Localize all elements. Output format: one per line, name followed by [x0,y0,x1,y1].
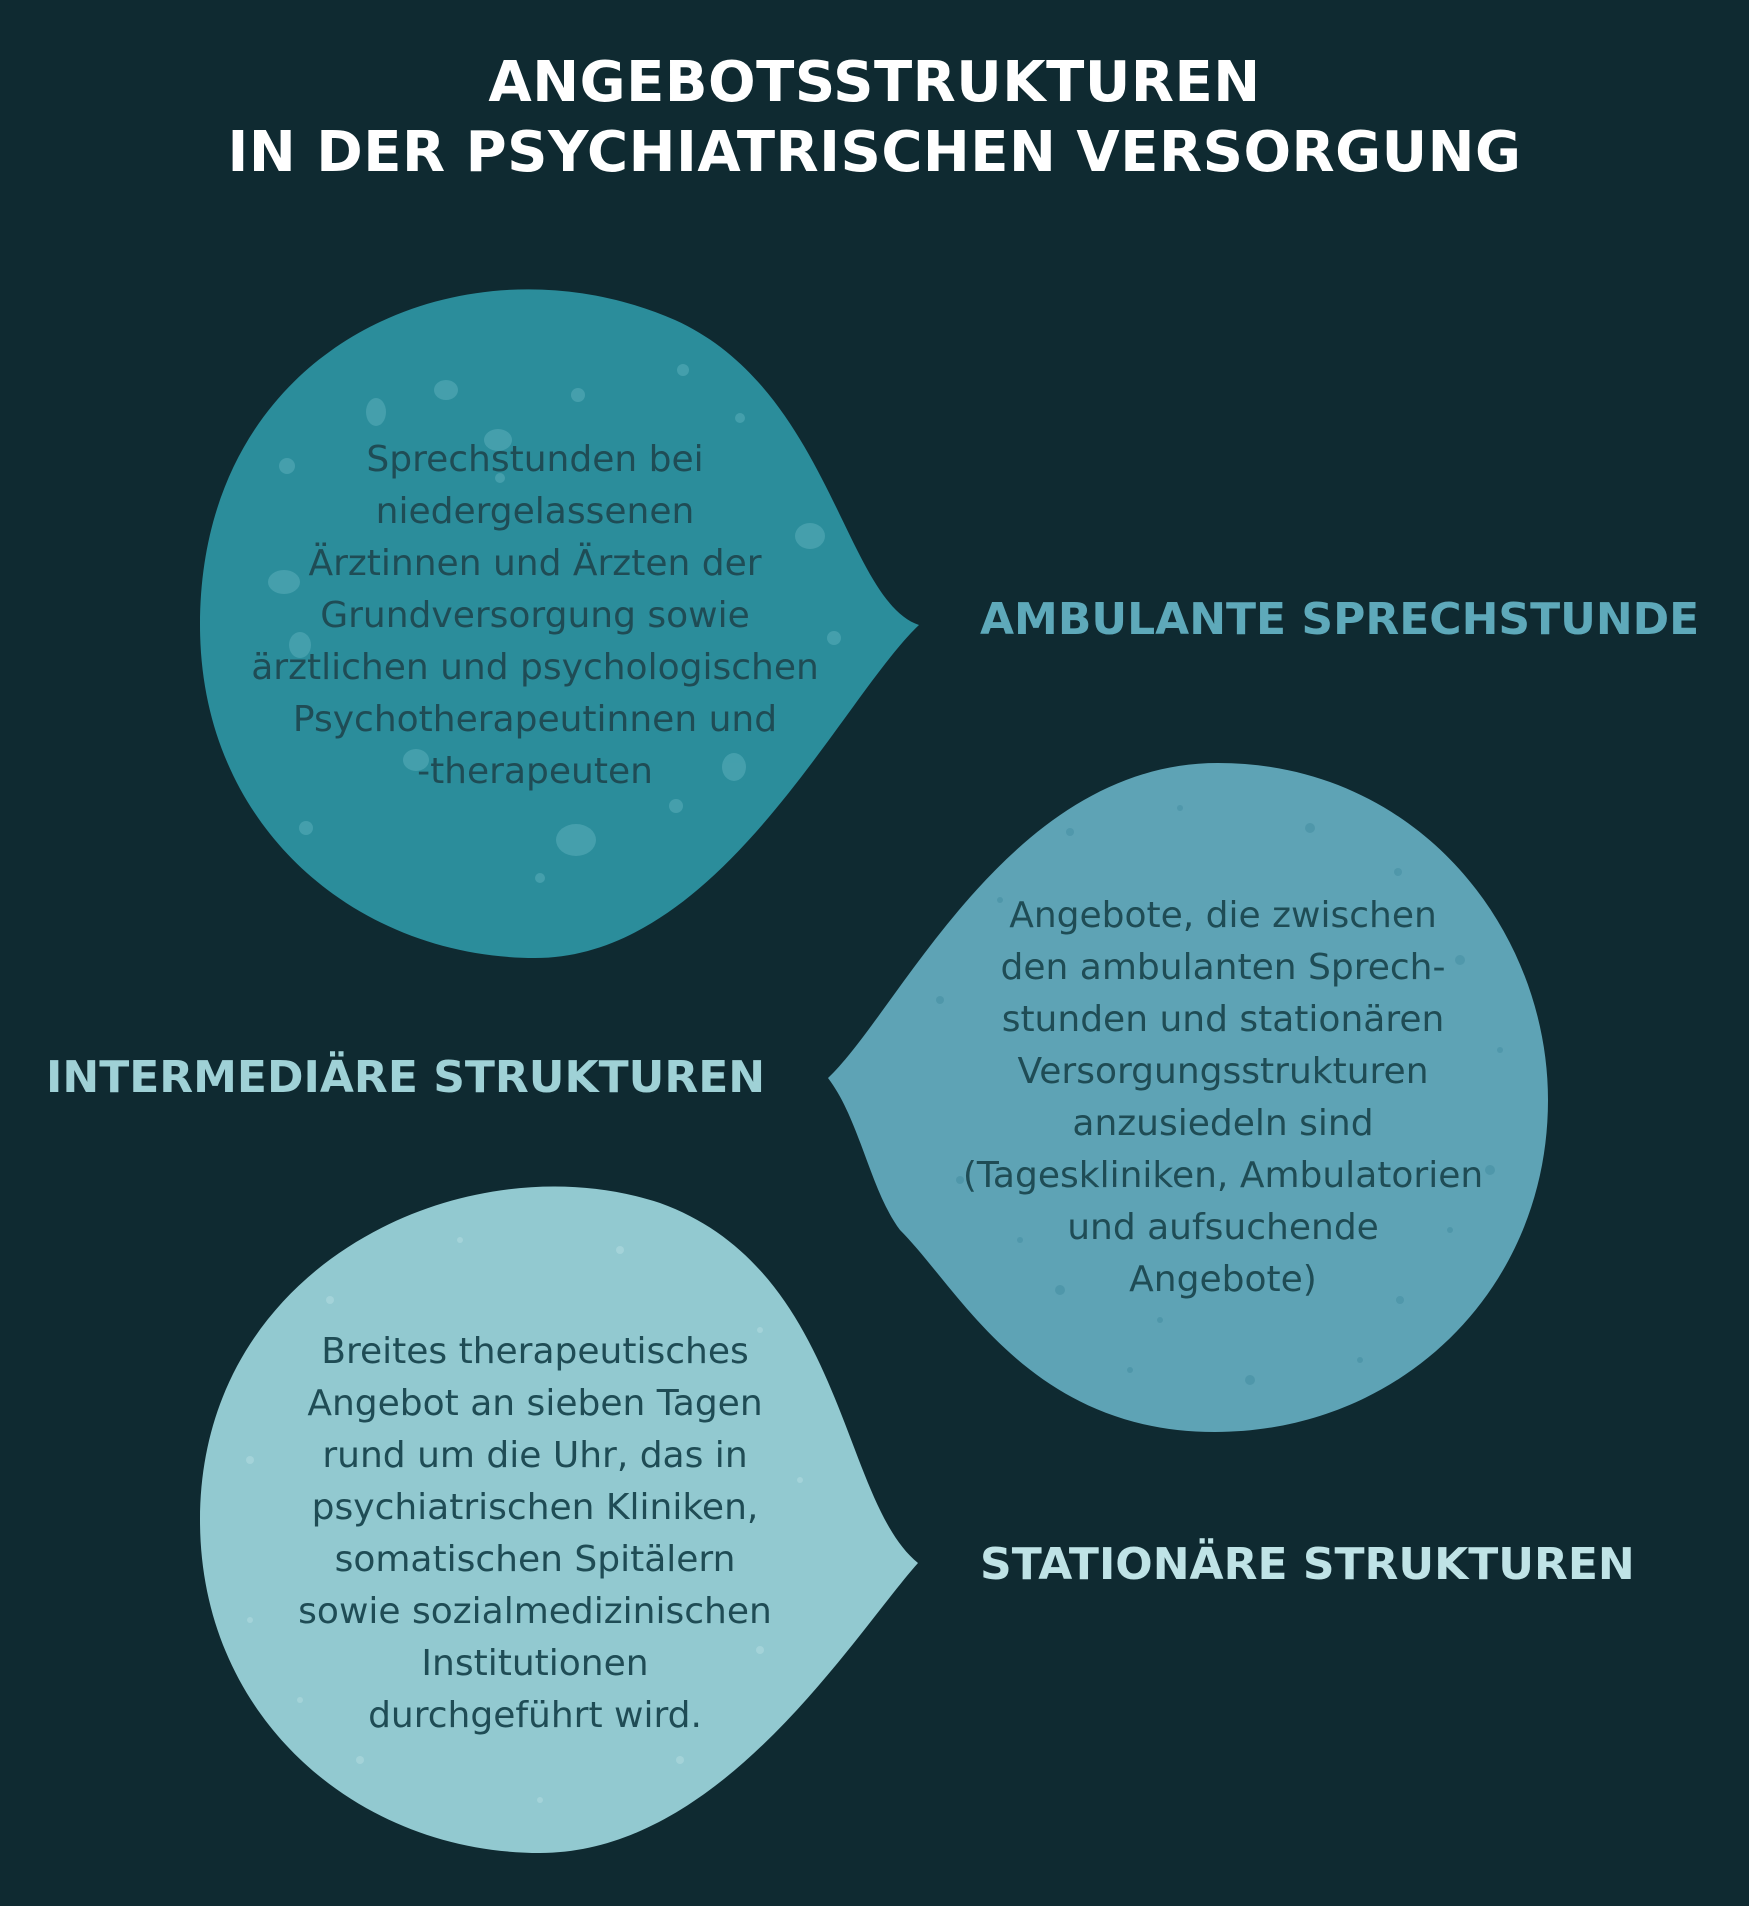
stationaer-description: Breites therapeutisches Angebot an sieben Tagen rund um die Uhr, das in psychiatrischen Kliniken, somatischen Spitälern sowie sozialmedizinischen Institutionen durchgeführt wird. [298,1331,772,1736]
label-stationaer: STATIONÄRE STRUKTUREN [980,1539,1635,1590]
label-ambulant: AMBULANTE SPRECHSTUNDE [980,594,1700,645]
intermediaer-description: Angebote, die zwischen den ambulanten Sprech- stunden und stationären Versorgungsstrukturen anzusiedeln sind (Tageskliniken, Ambulatorien und aufsuchende Angebote) [962,895,1484,1300]
title-line-1: ANGEBOTSSTRUKTUREN [488,50,1261,115]
ambulant-description: Sprechstunden bei niedergelassenen Ärztinnen und Ärzten der Grundversorgung sowie ärztlichen und psychologischen Psychotherapeutinnen und -therapeuten [251,439,819,792]
label-intermediaer: INTERMEDIÄRE STRUKTUREN [46,1052,766,1103]
title-line-2: IN DER PSYCHIATRISCHEN VERSORGUNG [227,120,1522,185]
